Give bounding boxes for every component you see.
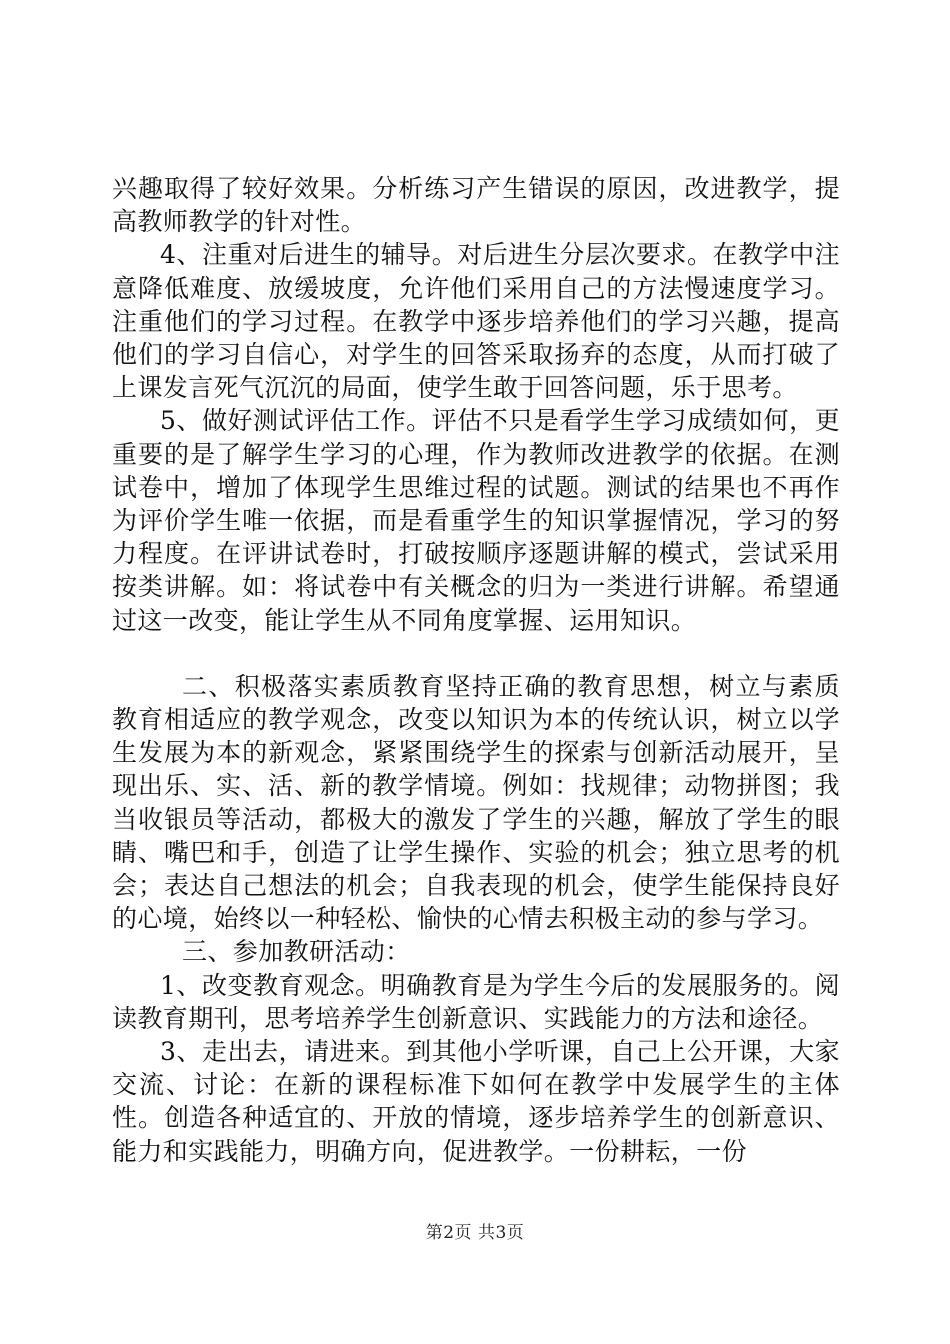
page-footer: 第2页 共3页 — [425, 1223, 525, 1243]
paragraph-section-2: 二、积极落实素质教育坚持正确的教育思想，树立与素质教育相适应的教学观念，改变以知识为本的传统认识，树立以学生发展为本的新观念，紧紧围绕学生的探索与创新活动展开，呈现出乐、实、活、新的教学情境。例如：找规律；动物拼图；我当收银员等活动，都极大的激发了学生的兴趣，解放了学生的眼睛、嘴巴和手，创造了让学生操作、实验的机会；独立思考的机会；表达自己想法的机会；自我表现的机会，使学生能保持良好的心境，始终以一种轻松、愉快的心情去积极主动的参与学习。 — [112, 671, 840, 934]
document-body — [112, 172, 840, 1168]
paragraph-item-1: 1、改变教育观念。明确教育是为学生今后的发展服务的。阅读教育期刊，思考培养学生创新意识、实践能力的方法和途径。 — [112, 970, 840, 1033]
paragraph-item-5: 5、做好测试评估工作。评估不只是看学生学习成绩如何，更重要的是了解学生学习的心理，作为教师改进教学的依据。在测试卷中，增加了体现学生思维过程的试题。测试的结果也不再作为评价学生唯一依据，而是看重学生的知识掌握情况，学习的努力程度。在评讲试卷时，打破按顺序逐题讲解的模式，尝试采用按类讲解。如：将试卷中有关概念的归为一类进行讲解。希望通过这一改变，能让学生从不同角度掌握、运用知识。 — [112, 406, 840, 635]
section-heading-3: 三、参加教研活动： — [182, 937, 411, 967]
paragraph-item-3: 3、走出去，请进来。到其他小学听课，自己上公开课，大家交流、讨论：在新的课程标准下如何在教学中发展学生的主体性。创造各种适宜的、开放的情境，逐步培养学生的创新意识、能力和实践能力，明确方向，促进教学。一份耕耘，一份 — [112, 1037, 840, 1166]
paragraph-continuation: 兴趣取得了较好效果。分析练习产生错误的原因，改进教学，提高教师教学的针对性。 — [112, 174, 840, 237]
paragraph-item-4: 4、注重对后进生的辅导。对后进生分层次要求。在教学中注意降低难度、放缓坡度，允许他们采用自己的方法慢速度学习。注重他们的学习过程。在教学中逐步培养他们的学习兴趣，提高他们的学习自信心，对学生的回答采取扬弃的态度，从而打破了上课发言死气沉沉的局面，使学生敢于回答问题，乐于思考。 — [112, 240, 840, 403]
paragraph-gap — [112, 637, 840, 670]
